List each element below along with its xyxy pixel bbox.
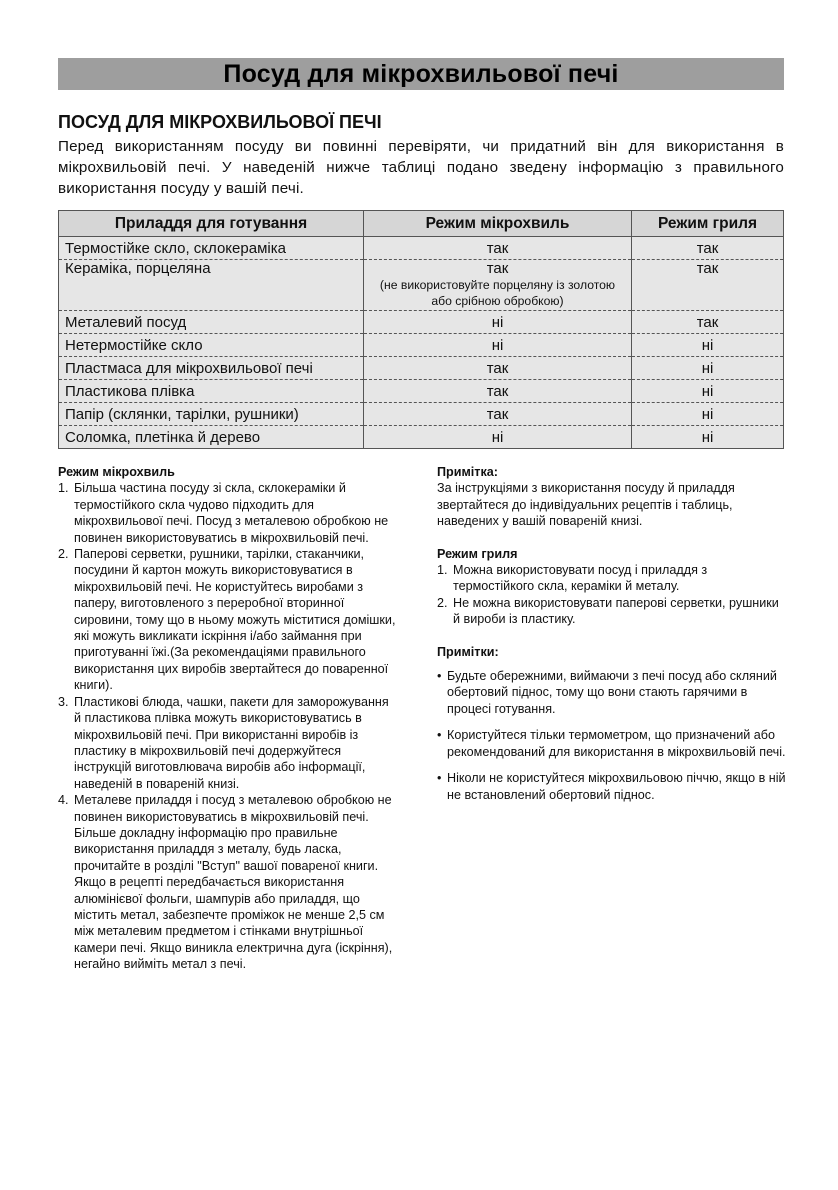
bullet-icon: • — [437, 771, 442, 786]
cookware-table — [58, 210, 784, 449]
cell-microwave: так — [364, 237, 632, 260]
cell-grill: так — [632, 260, 784, 311]
cell-microwave: так — [364, 380, 632, 403]
list-text: Паперові серветки, рушники, тарілки, стаканчики, посудини й картон можуть використовуватися в мікрохвильовій печі. Не користуйтесь виробами з паперу, виготовленого з переробної вторинної сировини, тому що в ньому можуть міститися домішки, які можуть викликати іскріння і/або займання при приготуванні їжі.(За рекомендаціями правильного використання цих виробів звертайтеся до поваренної книги). — [74, 547, 396, 693]
cell-microwave: ні — [364, 311, 632, 334]
notes-heading: Примітки: — [437, 644, 499, 659]
cell-microwave: ні — [364, 334, 632, 357]
cell-grill: ні — [632, 380, 784, 403]
cell-item: Нетермостійке скло — [59, 334, 364, 357]
list-item — [437, 562, 787, 595]
cell-microwave — [364, 260, 632, 311]
right-column — [437, 464, 787, 813]
cell-grill: ні — [632, 403, 784, 426]
list-item — [58, 546, 398, 694]
page-banner: Посуд для мікрохвильової печі — [58, 58, 784, 90]
cell-grill: ні — [632, 357, 784, 380]
bullet-icon: • — [437, 669, 442, 684]
list-item — [58, 480, 398, 546]
cell-grill: ні — [632, 334, 784, 357]
list-text: Ніколи не користуйтеся мікрохвильовою піччю, якщо в ній не встановлений обертовий піднос. — [447, 771, 786, 802]
list-item — [437, 595, 787, 628]
table-row — [59, 237, 784, 260]
list-item — [437, 770, 787, 803]
header-grill-mode: Режим гриля — [632, 211, 784, 237]
notes-list — [437, 668, 787, 803]
cell-grill: ні — [632, 426, 784, 449]
grill-mode-list — [437, 562, 787, 628]
list-text: Будьте обережними, виймаючи з печі посуд або скляний обертовий піднос, тому що вони стають гарячими в процесі готування. — [447, 669, 777, 716]
microwave-mode-list — [58, 480, 398, 972]
cell-microwave: так — [364, 403, 632, 426]
microwave-mode-section — [58, 464, 398, 973]
cell-microwave: ні — [364, 426, 632, 449]
list-number: 2. — [437, 595, 448, 610]
table-row — [59, 260, 784, 311]
list-text: Більша частина посуду зі скла, склокераміки й термостійкого скла чудово підходить для мікрохвильової печі. Посуд з металевою обробкою не повинен використовуватись в мікрохвильовій печі. — [74, 481, 389, 545]
list-text: Пластикові блюда, чашки, пакети для заморожування й пластикова плівка можуть використовуватись в мікрохвильовій печі. При використанні виробів із пластику в мікрохвильовій печі додержуйтеся інструкцій виготовлювача виробів або інформації, наведеній в повареній книзі. — [74, 694, 389, 791]
cell-item: Папір (склянки, тарілки, рушники) — [59, 403, 364, 426]
table-row — [59, 403, 784, 426]
bullet-icon: • — [437, 728, 442, 743]
table-row — [59, 380, 784, 403]
table-row — [59, 334, 784, 357]
cell-microwave-value: так — [486, 260, 509, 277]
header-cookware: Приладдя для готування — [59, 211, 364, 237]
list-item — [437, 727, 787, 760]
list-number: 3. — [58, 694, 69, 709]
list-number: 1. — [437, 563, 448, 578]
cell-microwave: так — [364, 357, 632, 380]
cell-item: Соломка, плетінка й дерево — [59, 426, 364, 449]
header-microwave-mode: Режим мікрохвиль — [364, 211, 632, 237]
cell-grill: так — [632, 311, 784, 334]
list-item — [58, 792, 398, 972]
list-text: Металеве приладдя і посуд з металевою обробкою не повинен використовуватись в мікрохвильовій печі. Більше докладну інформацію про правильне використання приладдя з металу, будь ласка, прочитайте в розділі "Вступ" вашої повареної книги. Якщо в рецепті передбачається використання алюмінієвої фольги, шампурів або приладдя, що містить метал, забезпечте проміжок не менше 2,5 см між металевим предметом і стінками внутрішньої камери печі. Якщо виникла електрична дуга (іскріння), негайно вийміть метал з печі. — [74, 793, 393, 972]
table-row — [59, 426, 784, 449]
note-text: За інструкціями з використання посуду й приладдя звертайтеся до індивідуальних рецептів і таблиць, наведених у вашій повареній книзі. — [437, 481, 735, 529]
list-number: 4. — [58, 793, 69, 808]
cell-item: Металевий посуд — [59, 311, 364, 334]
section-title: ПОСУД ДЛЯ МІКРОХВИЛЬОВОЇ ПЕЧІ — [58, 112, 382, 132]
list-text: Користуйтеся тільки термометром, що призначений або рекомендований для використання в мікрохвильовій печі. — [447, 728, 786, 759]
table-row — [59, 311, 784, 334]
cell-item: Пластикова плівка — [59, 380, 364, 403]
intro-paragraph: Перед використанням посуду ви повинні перевіряти, чи придатний він для використання в мікрохвильовій печі. У наведеній нижче таблиці подано зведену інформацію з правильного використання посуду у вашій печі. — [58, 138, 784, 197]
table-header-row — [59, 211, 784, 237]
list-number: 2. — [58, 547, 69, 562]
table-row — [59, 357, 784, 380]
list-item — [58, 694, 398, 792]
note-heading: Примітка: — [437, 465, 498, 479]
list-text: Не можна використовувати паперові серветки, рушники й вироби із пластику. — [453, 595, 779, 627]
cell-microwave-note: (не використовуйте порцеляну із золотою або срібною обробкою) — [379, 278, 616, 308]
grill-mode-heading: Режим гриля — [437, 546, 518, 561]
cell-grill: так — [632, 237, 784, 260]
list-text: Можна використовувати посуд і приладдя з термостійкого скла, кераміки й металу. — [453, 563, 708, 594]
list-item — [437, 668, 787, 717]
list-number: 1. — [58, 481, 69, 496]
cell-item: Кераміка, порцеляна — [59, 260, 364, 311]
cell-item: Пластмаса для мікрохвильової печі — [59, 357, 364, 380]
cell-item: Термостійке скло, склокераміка — [59, 237, 364, 260]
microwave-mode-heading: Режим мікрохвиль — [58, 465, 175, 479]
